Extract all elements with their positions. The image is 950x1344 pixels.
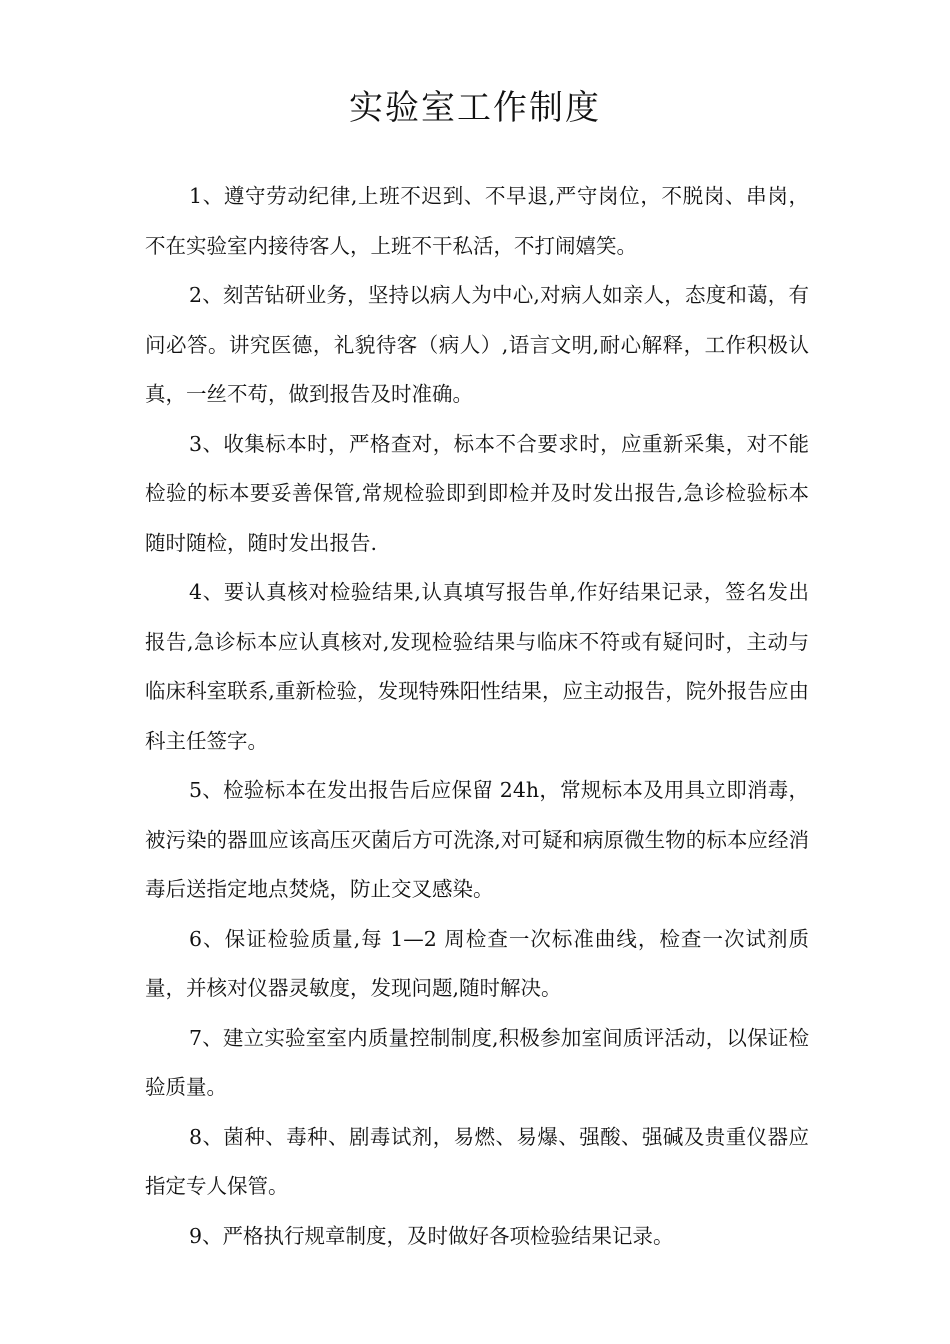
rule-paragraph-8: 8、菌种、毒种、剧毒试剂，易燃、易爆、强酸、强碱及贵重仪器应指定专人保管。 — [145, 1124, 809, 1198]
rule-paragraph-3: 3、收集标本时，严格查对，标本不合要求时，应重新采集，对不能检验的标本要妥善保管,常规检验即到即检并及时发出报告,急诊检验标本随时随检，随时发出报告. — [145, 431, 809, 555]
rule-paragraph-5: 5、检验标本在发出报告后应保留 24h，常规标本及用具立即消毒，被污染的器皿应该高压灭菌后方可洗涤,对可疑和病原微生物的标本应经消毒后送指定地点焚烧，防止交叉感染。 — [145, 778, 809, 901]
rule-paragraph-2: 2、刻苦钻研业务，坚持以病人为中心,对病人如亲人，态度和蔼，有问必答。讲究医德，礼貌待客（病人）,语言文明,耐心解释，工作积极认真，一丝不苟，做到报告及时准确。 — [145, 283, 809, 406]
document-body — [145, 172, 809, 1261]
rule-paragraph-4: 4、要认真核对检验结果,认真填写报告单,作好结果记录，签名发出报告,急诊标本应认真核对,发现检验结果与临床不符或有疑问时，主动与临床科室联系,重新检验，发现特殊阳性结果，应主动报告，院外报告应由科主任签字。 — [145, 580, 809, 753]
document-title: 实验室工作制度 — [349, 87, 601, 128]
rule-paragraph-1: 1、遵守劳动纪律,上班不迟到、不早退,严守岗位，不脱岗、串岗， 不在实验室内接待客人，上班不干私活，不打闹嬉笑。 — [145, 184, 809, 258]
rule-paragraph-9: 9、严格执行规章制度，及时做好各项检验结果记录。 — [189, 1223, 674, 1248]
rule-paragraph-7: 7、建立实验室室内质量控制制度,积极参加室间质评活动，以保证检验质量。 — [145, 1025, 809, 1099]
rule-paragraph-6: 6、保证检验质量,每 1—2 周检查一次标准曲线，检查一次试剂质量，并核对仪器灵敏度，发现问题,随时解决。 — [145, 926, 809, 1000]
